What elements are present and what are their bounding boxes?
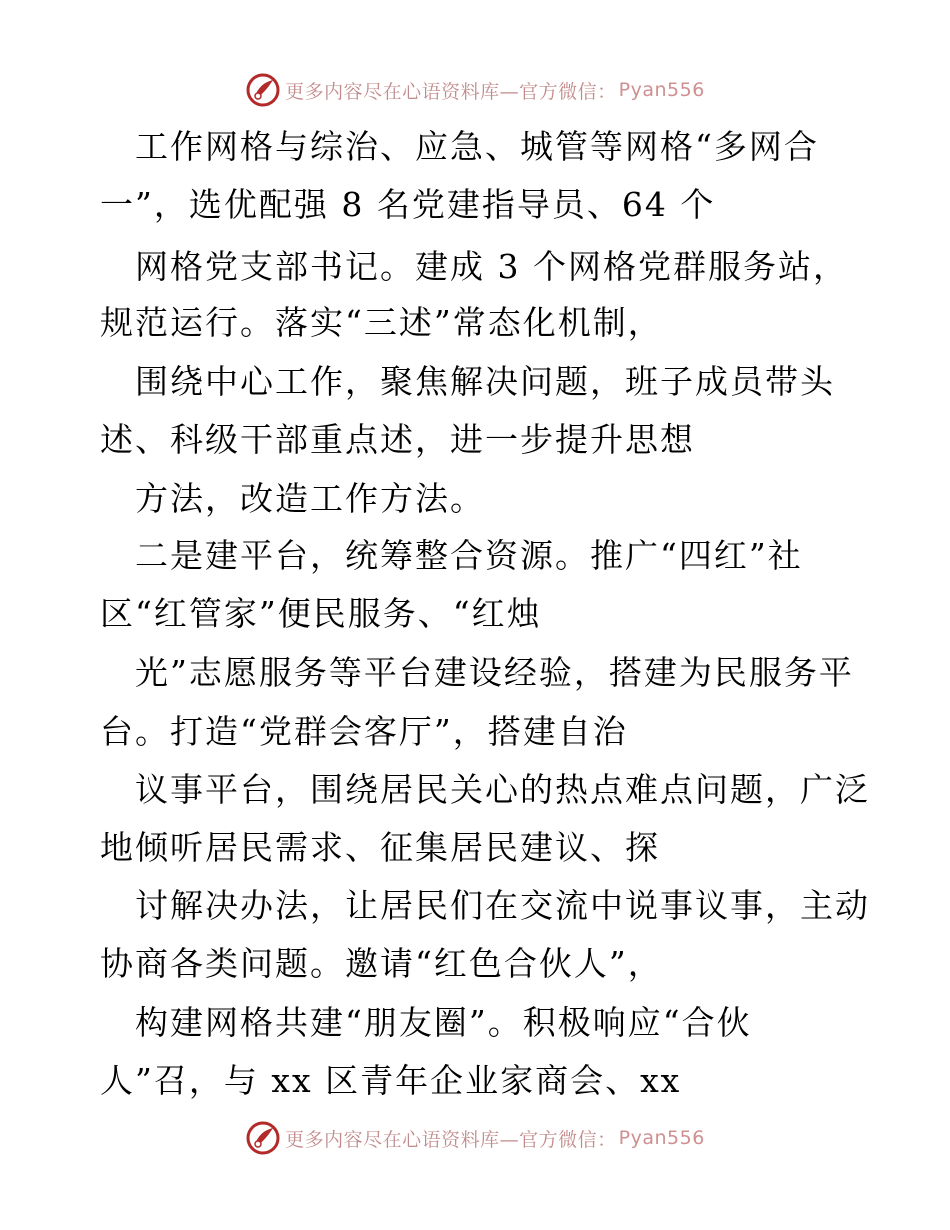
watermark-wechat-id: Pyan556 [618,79,705,101]
watermark-wechat-id: Pyan556 [618,1127,705,1149]
paragraph-line: 二是建平台，统筹整合资源。推广“四红”社 [135,536,803,575]
paragraph-line: 网格党支部书记。建成 3 个网格党群服务站， [135,247,848,286]
brush-logo-icon [245,1120,281,1156]
paragraph-line: 围绕中心工作，聚焦解决问题，班子成员带头 [135,362,835,401]
paragraph-line: 工作网格与综治、应急、城管等网格“多网合 [135,127,819,166]
paragraph-line: 光”志愿服务等平台建设经验，搭建为民服务平 [135,653,854,692]
brush-logo-icon [245,72,281,108]
paragraph-line: 人”召，与 xx 区青年企业家商会、xx [100,1061,682,1100]
watermark-text: 更多内容尽在心语资料库—官方微信： [285,1128,617,1151]
paragraph-line: 地倾听居民需求、征集居民建议、探 [100,828,660,867]
watermark-text: 更多内容尽在心语资料库—官方微信： [285,80,617,103]
paragraph-line: 方法，改造工作方法。 [135,479,485,518]
paragraph-line: 议事平台，围绕居民关心的热点难点问题，广泛 [135,770,870,809]
paragraph-line: 一”，选优配强 8 名党建指导员、64 个 [100,185,716,224]
paragraph-line: 协商各类问题。邀请“红色合伙人”， [100,944,663,983]
paragraph-line: 区“红管家”便民服务、“红烛 [100,594,542,633]
paragraph-line: 述、科级干部重点述，进一步提升思想 [100,420,695,459]
footer-watermark [0,1118,950,1158]
paragraph-line: 台。打造“党群会客厅”，搭建自治 [100,712,628,751]
paragraph-line: 讨解决办法，让居民们在交流中说事议事，主动 [135,886,870,925]
paragraph-line: 构建网格共建“朋友圈”。积极响应“合伙 [135,1003,752,1042]
paragraph-line: 规范运行。落实“三述”常态化机制， [100,303,663,342]
header-watermark [0,70,950,110]
